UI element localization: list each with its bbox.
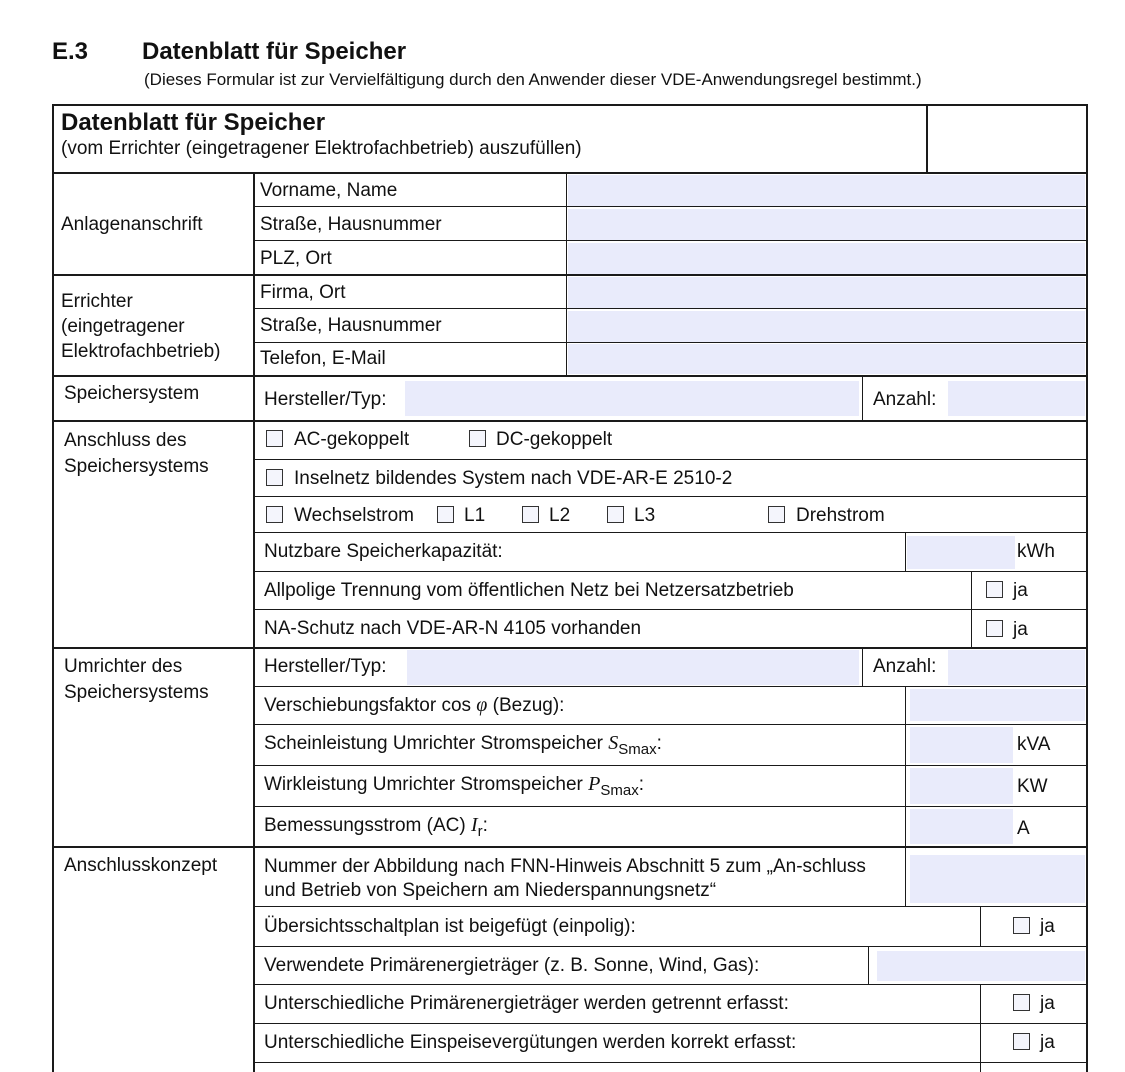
section-title: Datenblatt für Speicher [142,38,407,65]
schaltplan-ja-label: ja [1040,916,1055,937]
umrichter-anzahl-label: Anzahl: [873,656,937,677]
umrichter-label: Umrichter des [64,656,183,677]
wechselstrom-label: Wechselstrom [294,505,415,526]
form-title: Datenblatt für Speicher [61,109,326,136]
bemessungsstrom-input[interactable] [910,809,1013,844]
wechselstrom-checkbox[interactable] [266,506,283,523]
cos-phi-label: Verschiebungsfaktor cos φ (Bezug): [264,694,565,716]
getrennt-label: Unterschiedliche Primärenergieträger werden getrennt erfasst: [264,993,789,1014]
getrennt-ja-checkbox[interactable] [1013,994,1030,1011]
l2-label: L2 [549,505,571,526]
umrichter-label: Speichersystems [64,682,209,703]
l3-label: L3 [634,505,656,526]
dc-gekoppelt-label: DC-gekoppelt [496,429,613,450]
errichter-label: Elektrofachbetrieb) [61,341,221,362]
scheinleistung-label: Scheinleistung Umrichter Stromspeicher $S_{Smax}$: [264,732,662,758]
errichter-label: (eingetragener [61,316,185,337]
anschluss-label: Anschluss des [64,430,187,451]
field-label: Vorname, Name [260,180,398,201]
anschluss-label: Speichersystems [64,456,209,477]
scheinleistung-unit: kVA [1017,734,1051,755]
cos-phi-input[interactable] [910,689,1085,721]
bemessungsstrom-label: Bemessungsstrom (AC) $I_r$: [264,814,488,840]
plz-ort-input[interactable] [568,243,1085,274]
field-label: Straße, Hausnummer [260,214,442,235]
trennung-label: Allpolige Trennung vom öffentlichen Netz bei Netzersatzbetrieb [264,580,794,601]
field-label: Firma, Ort [260,282,346,303]
vorname-name-input[interactable] [568,175,1085,207]
field-label: Telefon, E-Mail [260,348,386,369]
field-label: PLZ, Ort [260,248,332,269]
primaerenergie-label: Verwendete Primärenergieträger (z. B. Sonne, Wind, Gas): [264,955,760,976]
wirkleistung-input[interactable] [910,768,1013,804]
trennung-ja-checkbox[interactable] [986,581,1003,598]
dc-gekoppelt-checkbox[interactable] [469,430,486,447]
ac-gekoppelt-label: AC-gekoppelt [294,429,410,450]
abbildung-nummer-label: Nummer der Abbildung nach FNN-Hinweis Abschnitt 5 zum „An-schluss und Betrieb von Speichern am Niederspannungsnetz“ [264,856,866,901]
ac-gekoppelt-checkbox[interactable] [266,430,283,447]
bemessungsstrom-unit: A [1017,818,1030,839]
l3-checkbox[interactable] [607,506,624,523]
scheinleistung-input[interactable] [910,727,1013,763]
speicher-anzahl-input[interactable] [948,381,1085,416]
hersteller-label: Hersteller/Typ: [264,389,387,410]
field-label: Straße, Hausnummer [260,315,442,336]
errichter-strasse-input[interactable] [568,311,1085,342]
drehstrom-checkbox[interactable] [768,506,785,523]
speichersystem-label: Speichersystem [64,383,200,404]
umrichter-hersteller-label: Hersteller/Typ: [264,656,387,677]
anlage-strasse-input[interactable] [568,209,1085,241]
drehstrom-label: Drehstrom [796,505,885,526]
section-subtitle: (Dieses Formular ist zur Vervielfältigung durch den Anwender dieser VDE-Anwendungsregel bestimmt.) [144,70,922,89]
anzahl-label: Anzahl: [873,389,937,410]
kapazitaet-unit: kWh [1017,541,1055,562]
umrichter-anzahl-input[interactable] [948,650,1085,685]
umrichter-hersteller-input[interactable] [407,650,859,685]
form-subtitle: (vom Errichter (eingetragener Elektrofachbetrieb) auszufüllen) [61,138,582,159]
na-schutz-ja-checkbox[interactable] [986,620,1003,637]
anlagenanschrift-label: Anlagenanschrift [61,214,203,235]
einspeise-ja-label: ja [1040,1032,1055,1053]
telefon-email-input[interactable] [568,344,1085,374]
speicher-hersteller-input[interactable] [405,381,859,416]
schaltplan-ja-checkbox[interactable] [1013,917,1030,934]
kapazitaet-input[interactable] [907,536,1015,569]
errichter-label: Errichter [61,291,133,312]
getrennt-ja-label: ja [1040,993,1055,1014]
na-schutz-ja-label: ja [1013,619,1028,640]
firma-ort-input[interactable] [568,277,1085,309]
inselnetz-label: Inselnetz bildendes System nach VDE-AR-E 2510-2 [294,468,733,489]
trennung-ja-label: ja [1013,580,1028,601]
inselnetz-checkbox[interactable] [266,469,283,486]
einspeise-label: Unterschiedliche Einspeisevergütungen werden korrekt erfasst: [264,1032,797,1053]
kapazitaet-label: Nutzbare Speicherkapazität: [264,541,503,562]
wirkleistung-unit: KW [1017,776,1048,797]
einspeise-ja-checkbox[interactable] [1013,1033,1030,1050]
abbildung-nummer-input[interactable] [910,855,1085,903]
section-number: E.3 [52,38,89,65]
schaltplan-label: Übersichtsschaltplan ist beigefügt (einpolig): [264,916,636,937]
wirkleistung-label: Wirkleistung Umrichter Stromspeicher $P_{Smax}$: [264,773,644,799]
l1-checkbox[interactable] [437,506,454,523]
anschlusskonzept-label: Anschlusskonzept [64,855,218,876]
na-schutz-label: NA-Schutz nach VDE-AR-N 4105 vorhanden [264,618,642,639]
primaerenergie-input[interactable] [877,951,1085,981]
l2-checkbox[interactable] [522,506,539,523]
l1-label: L1 [464,505,486,526]
